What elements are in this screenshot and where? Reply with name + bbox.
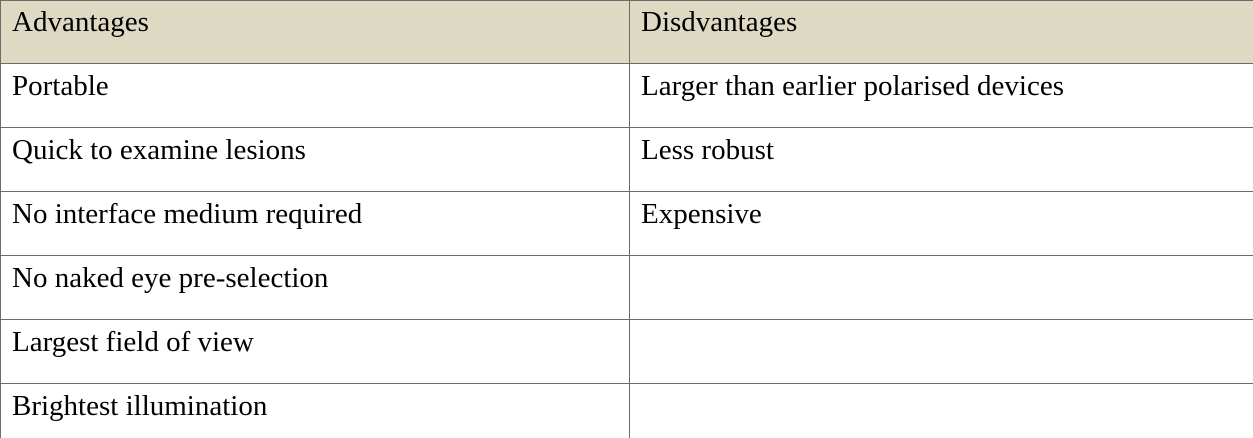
- table-row: [1, 128, 1253, 192]
- header-cell-disadvantages: Disdvantages: [630, 1, 1253, 64]
- disadvantage-cell: [630, 256, 1253, 320]
- table-row: [1, 320, 1253, 384]
- table-row: [1, 384, 1253, 438]
- table-row: [1, 64, 1253, 128]
- advantage-cell: Quick to examine lesions: [1, 128, 630, 192]
- table-header-row: [1, 1, 1253, 64]
- advantage-cell: No interface medium required: [1, 192, 630, 256]
- advantage-cell: Brightest illumination: [1, 384, 630, 438]
- advantage-cell: Largest field of view: [1, 320, 630, 384]
- advantage-cell: Portable: [1, 64, 630, 128]
- disadvantage-cell: [630, 320, 1253, 384]
- table-row: [1, 256, 1253, 320]
- disadvantage-cell: Larger than earlier polarised devices: [630, 64, 1253, 128]
- disadvantage-cell: Less robust: [630, 128, 1253, 192]
- table-row: [1, 192, 1253, 256]
- header-cell-advantages: Advantages: [1, 1, 630, 64]
- disadvantage-cell: Expensive: [630, 192, 1253, 256]
- advantage-cell: No naked eye pre-selection: [1, 256, 630, 320]
- disadvantage-cell: [630, 384, 1253, 438]
